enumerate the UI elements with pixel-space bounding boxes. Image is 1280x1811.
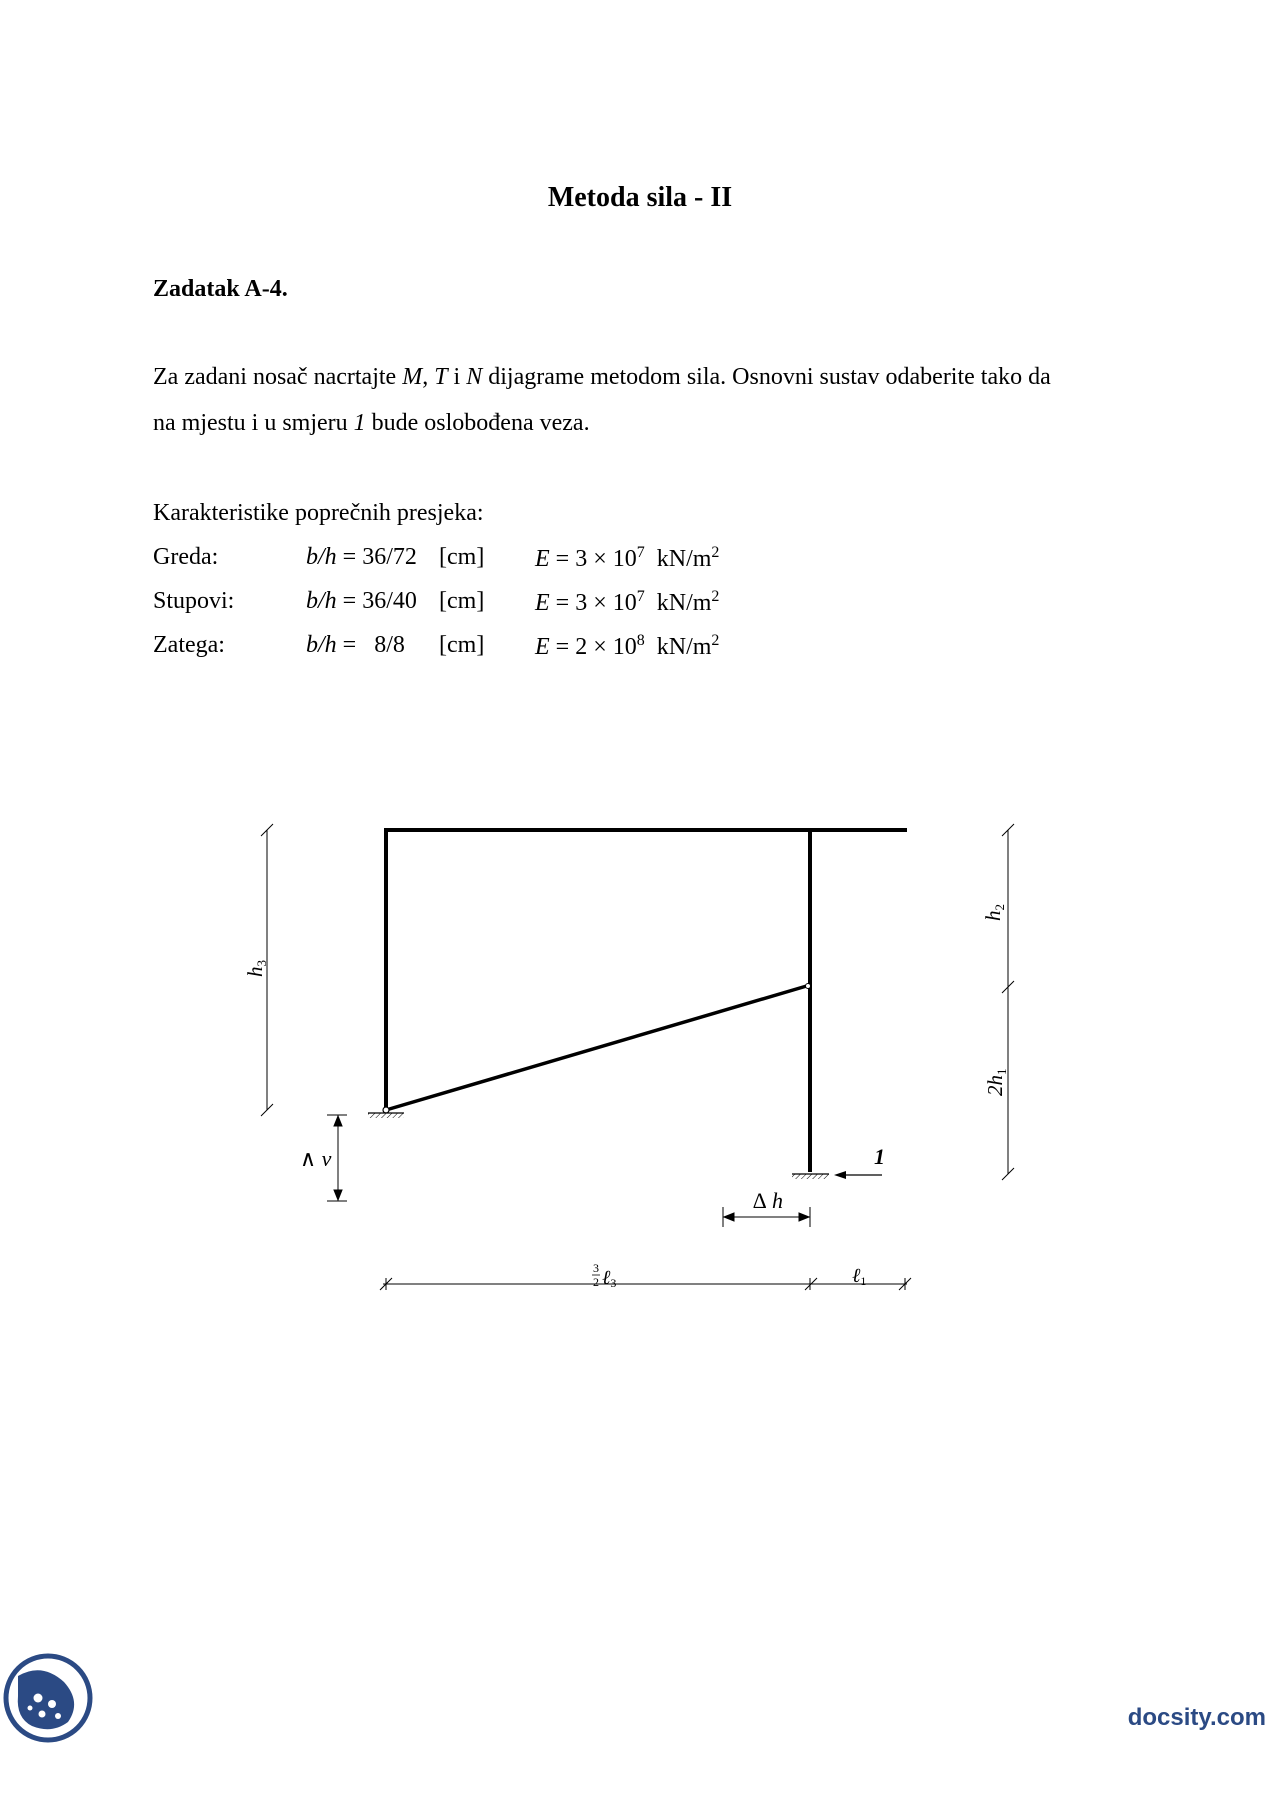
tie-hinge (806, 984, 811, 989)
two-h1-label: 2h1 (983, 1068, 1009, 1096)
svg-text:2: 2 (593, 1275, 599, 1289)
intro-line-1: Za zadani nosač nacrtajte M, T i N dijagrame metodom sila. Osnovni sustav odaberite tako da (153, 364, 1051, 390)
docsity-brand-link[interactable]: docsity.com (1127, 1704, 1266, 1731)
page-title: Metoda sila - II (547, 182, 733, 213)
task-heading: Zadatak A-4. (153, 276, 288, 302)
delta-v-label: ∧ v (300, 1146, 332, 1171)
svg-text:3: 3 (593, 1261, 599, 1275)
properties-heading: Karakteristike poprečnih presjeka: (153, 500, 484, 526)
intro-line-2: na mjestu i u smjeru 1 bude oslobođena veza. (153, 410, 590, 436)
right-support (792, 1174, 829, 1179)
delta-h-label: ∆ h (753, 1188, 783, 1213)
l3-label (592, 1261, 616, 1290)
h2-label: h2 (981, 904, 1007, 921)
l1-label: ℓ1 (852, 1265, 867, 1288)
svg-text:ℓ3: ℓ3 (602, 1267, 617, 1290)
force-label: 1 (874, 1144, 885, 1169)
right-dimension-line (1002, 824, 1014, 1180)
docsity-logo-icon[interactable] (2, 1652, 94, 1744)
left-support (368, 1107, 404, 1118)
bottom-dimension-line (380, 1278, 911, 1290)
tie-rod (386, 985, 810, 1110)
unknown-force-arrow-icon (834, 1171, 882, 1179)
h3-label: h3 (243, 960, 269, 977)
